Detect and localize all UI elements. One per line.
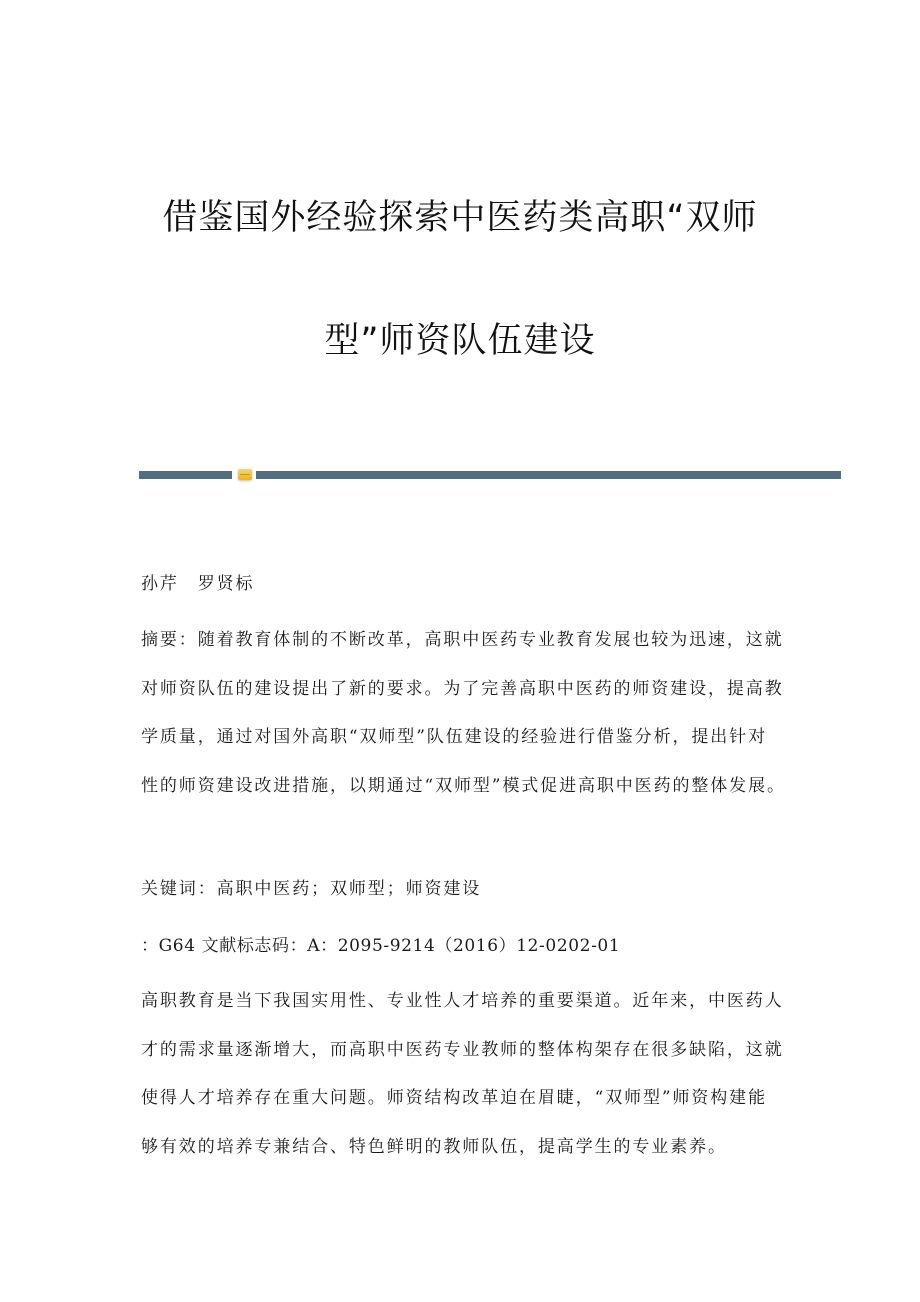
- abstract-line: 对师资队伍的建设提出了新的要求。为了完善高职中医药的师资建设，提高教: [141, 679, 784, 699]
- body-line: 高职教育是当下我国实用性、专业性人才培养的重要渠道。近年来，中医药人: [141, 991, 784, 1011]
- abstract-line: 性的师资建设改进措施，以期通过“双师型”模式促进高职中医药的整体发展。: [141, 776, 786, 796]
- abstract-line: 学质量，通过对国外高职“双师型”队伍建设的经验进行借鉴分析，提出针对: [141, 727, 767, 747]
- classification-code: ：G64 文献标志码：A：2095-9214（2016）12-0202-01: [141, 936, 621, 956]
- body-line: 使得人才培养存在重大问题。师资结构改革迫在眉睫，“双师型”师资构建能: [141, 1088, 767, 1108]
- keywords: 关键词：高职中医药；双师型；师资建设: [141, 879, 482, 899]
- divider-left-segment: [139, 471, 232, 479]
- body-line: 够有效的培养专兼结合、特色鲜明的教师队伍，提高学生的专业素养。: [141, 1137, 727, 1157]
- document-title-line-2: 型”师资队伍建设: [324, 321, 596, 361]
- divider-emblem-icon: [238, 469, 252, 480]
- divider-right-segment: [256, 471, 841, 479]
- document-title-line-1: 借鉴国外经验探索中医药类高职“双师: [162, 198, 758, 238]
- authors: 孙芹 罗贤标: [141, 574, 255, 594]
- abstract-line: 摘要：随着教育体制的不断改革，高职中医药专业教育发展也较为迅速，这就: [141, 630, 784, 650]
- body-line: 才的需求量逐渐增大，而高职中医药专业教师的整体构架存在很多缺陷，这就: [141, 1040, 784, 1060]
